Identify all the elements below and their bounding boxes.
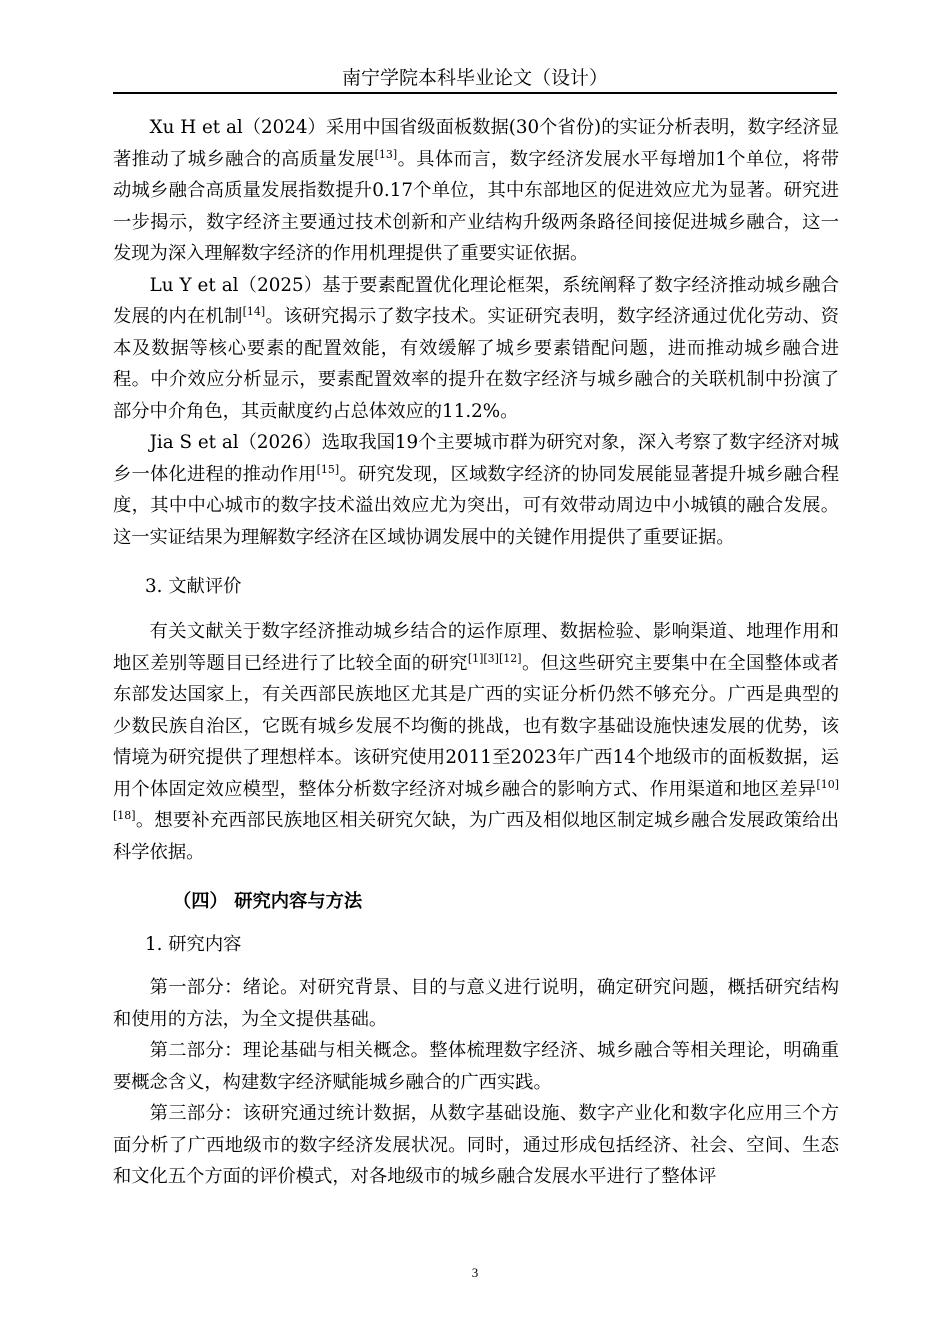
- page-number: 3: [471, 1265, 479, 1280]
- paragraph-text: 。想要补充西部民族地区相关研究欠缺，为广西及相似地区制定城乡融合发展政策给出科学依据。: [113, 810, 839, 863]
- paragraph-text: 有关文献关于数字经济推动城乡结合的运作原理、数据检验、影响渠道、地理作用和地区差别等题目已经进行了比较全面的研究: [113, 621, 839, 674]
- paragraph-part-three: 第三部分：该研究通过统计数据，从数字基础设施、数字产业化和数字化应用三个方面分析了广西地级市的数字经济发展状况。同时，通过形成包括经济、社会、空间、生态和文化五个方面的评价模式，对各地级市的城乡融合发展水平进行了整体评: [113, 1103, 839, 1187]
- section-heading-research-content-methods: （四） 研究内容与方法: [173, 891, 363, 912]
- paragraph-text: 。该研究揭示了数字技术。实证研究表明，数字经济通过优化劳动、资本及数据等核心要素的配置效能，有效缓解了城乡要素错配问题，进而推动城乡融合进程。中介效应分析显示，要素配置效率的提升在数字经济与城乡融合的关联机制中扮演了部分中介角色，其贡献度约占总体效应的11.2%。: [113, 306, 840, 422]
- page-header: [113, 64, 837, 94]
- paragraph-text: Jia S et al（2026）选取我国19个主要城市群为研究对象，深入考察了数字经济对城乡一体化进程的推动作用: [113, 432, 839, 485]
- paragraph-part-one: 第一部分：绪论。对研究背景、目的与意义进行说明，确定研究问题，概括研究结构和使用的方法，为全文提供基础。: [113, 977, 839, 1030]
- paragraph-jia: [113, 427, 839, 553]
- section-heading-literature-review: 3. 文献评价: [145, 576, 242, 597]
- citation: [10][18]: [113, 777, 839, 822]
- paragraph-text: Lu Y et al（2025）基于要素配置优化理论框架，系统阐释了数字经济推动城乡融合发展的内在机制: [113, 274, 839, 327]
- paragraph-review: [113, 616, 839, 868]
- header-title: 南宁学院本科毕业论文（设计）: [341, 67, 608, 89]
- citation: [13]: [374, 147, 398, 161]
- citation: [15]: [316, 462, 340, 476]
- paragraph-lu: [113, 270, 839, 428]
- subsection-heading-research-content: 1. 研究内容: [145, 934, 242, 955]
- citation: [1][3][12]: [467, 651, 522, 665]
- citation: [14]: [242, 305, 266, 318]
- paragraph-xu: [113, 112, 839, 270]
- paragraph-text: Xu H et al（2024）采用中国省级面板数据(30个省份)的实证分析表明，数字经济显著推动了城乡融合的高质量发展: [113, 117, 839, 170]
- paragraph-text: 。具体而言，数字经济发展水平每增加1个单位，将带动城乡融合高质量发展指数提升0.17个单位，其中东部地区的促进效应尤为显著。研究进一步揭示，数字经济主要通过技术创新和产业结构升级两条路径间接促进城乡融合，这一发现为深入理解数字经济的作用机理提供了重要实证依据。: [113, 148, 840, 264]
- document-body: [113, 112, 839, 1193]
- paragraph-part-two: 第二部分：理论基础与相关概念。整体梳理数字经济、城乡融合等相关理论，明确重要概念含义，构建数字经济赋能城乡融合的广西实践。: [113, 1040, 839, 1093]
- paragraph-text: 。研究发现，区域数字经济的协同发展能显著提升城乡融合程度，其中中心城市的数字技术溢出效应尤为突出，可有效带动周边中小城镇的融合发展。这一实证结果为理解数字经济在区域协调发展中的关键作用提供了重要证据。: [113, 463, 840, 548]
- paragraph-text: 。但这些研究主要集中在全国整体或者东部发达国家上，有关西部民族地区尤其是广西的实证分析仍然不够充分。广西是典型的少数民族自治区，它既有城乡发展不均衡的挑战，也有数字基础设施快速发展的优势，该情境为研究提供了理想样本。该研究使用2011至2023年广西14个地级市的面板数据，运用个体固定效应模型，整体分析数字经济对城乡融合的影响方式、作用渠道和地区差异: [113, 652, 840, 800]
